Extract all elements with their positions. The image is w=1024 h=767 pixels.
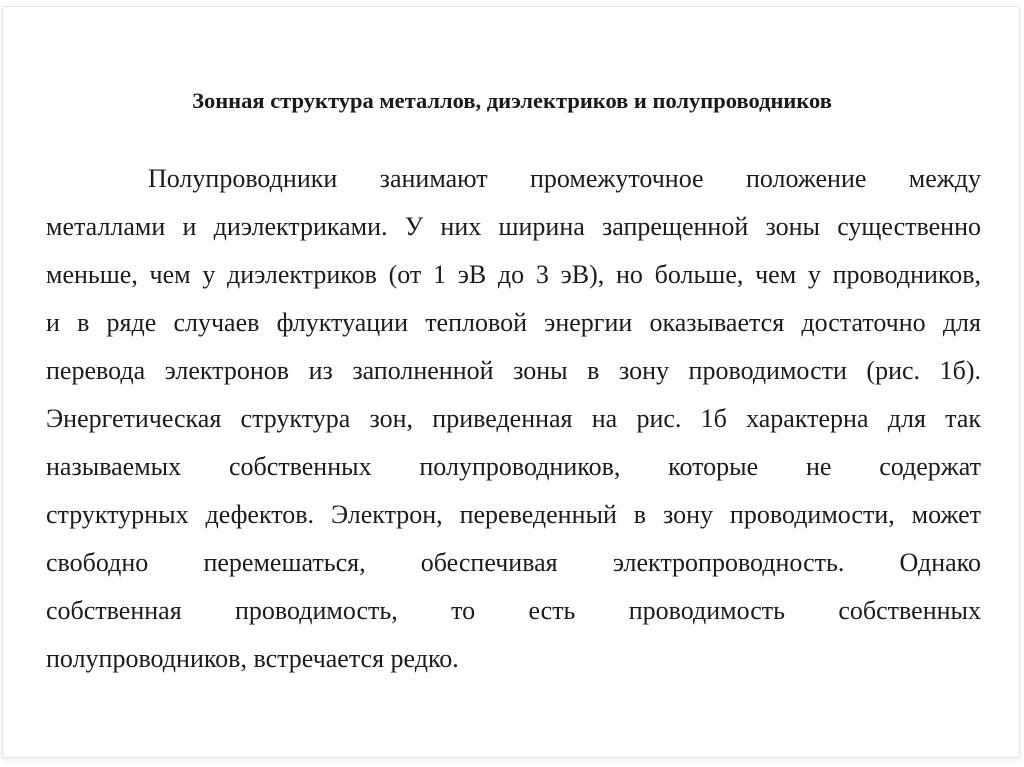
paragraph-line: полупроводников, встречается редко. [46,644,459,673]
paragraph-line: Полупроводники занимают промежуточное положение между [148,164,981,193]
paragraph-line: называемых собственных полупроводников, которые не содержат [46,452,981,481]
paragraph-line: свободно перемешаться, обеспечивая электропроводность. Однако [46,548,981,577]
paragraph-line: собственная проводимость, то есть проводимость собственных [46,596,981,625]
body-paragraph [46,155,981,683]
slide-heading: Зонная структура металлов, диэлектриков и полупроводников [192,88,832,113]
paragraph-line: металлами и диэлектриками. У них ширина запрещенной зоны существенно [46,212,981,241]
paragraph-line: меньше, чем у диэлектриков (от 1 эВ до 3 эВ), но больше, чем у проводников, [46,260,981,289]
paragraph-line: Энергетическая структура зон, приведенная на рис. 1б характерна для так [46,404,981,433]
paragraph-line: перевода электронов из заполненной зоны в зону проводимости (рис. 1б). [46,356,981,385]
paragraph-line: структурных дефектов. Электрон, переведенный в зону проводимости, может [46,500,981,529]
paragraph-line: и в ряде случаев флуктуации тепловой энергии оказывается достаточно для [46,308,981,337]
